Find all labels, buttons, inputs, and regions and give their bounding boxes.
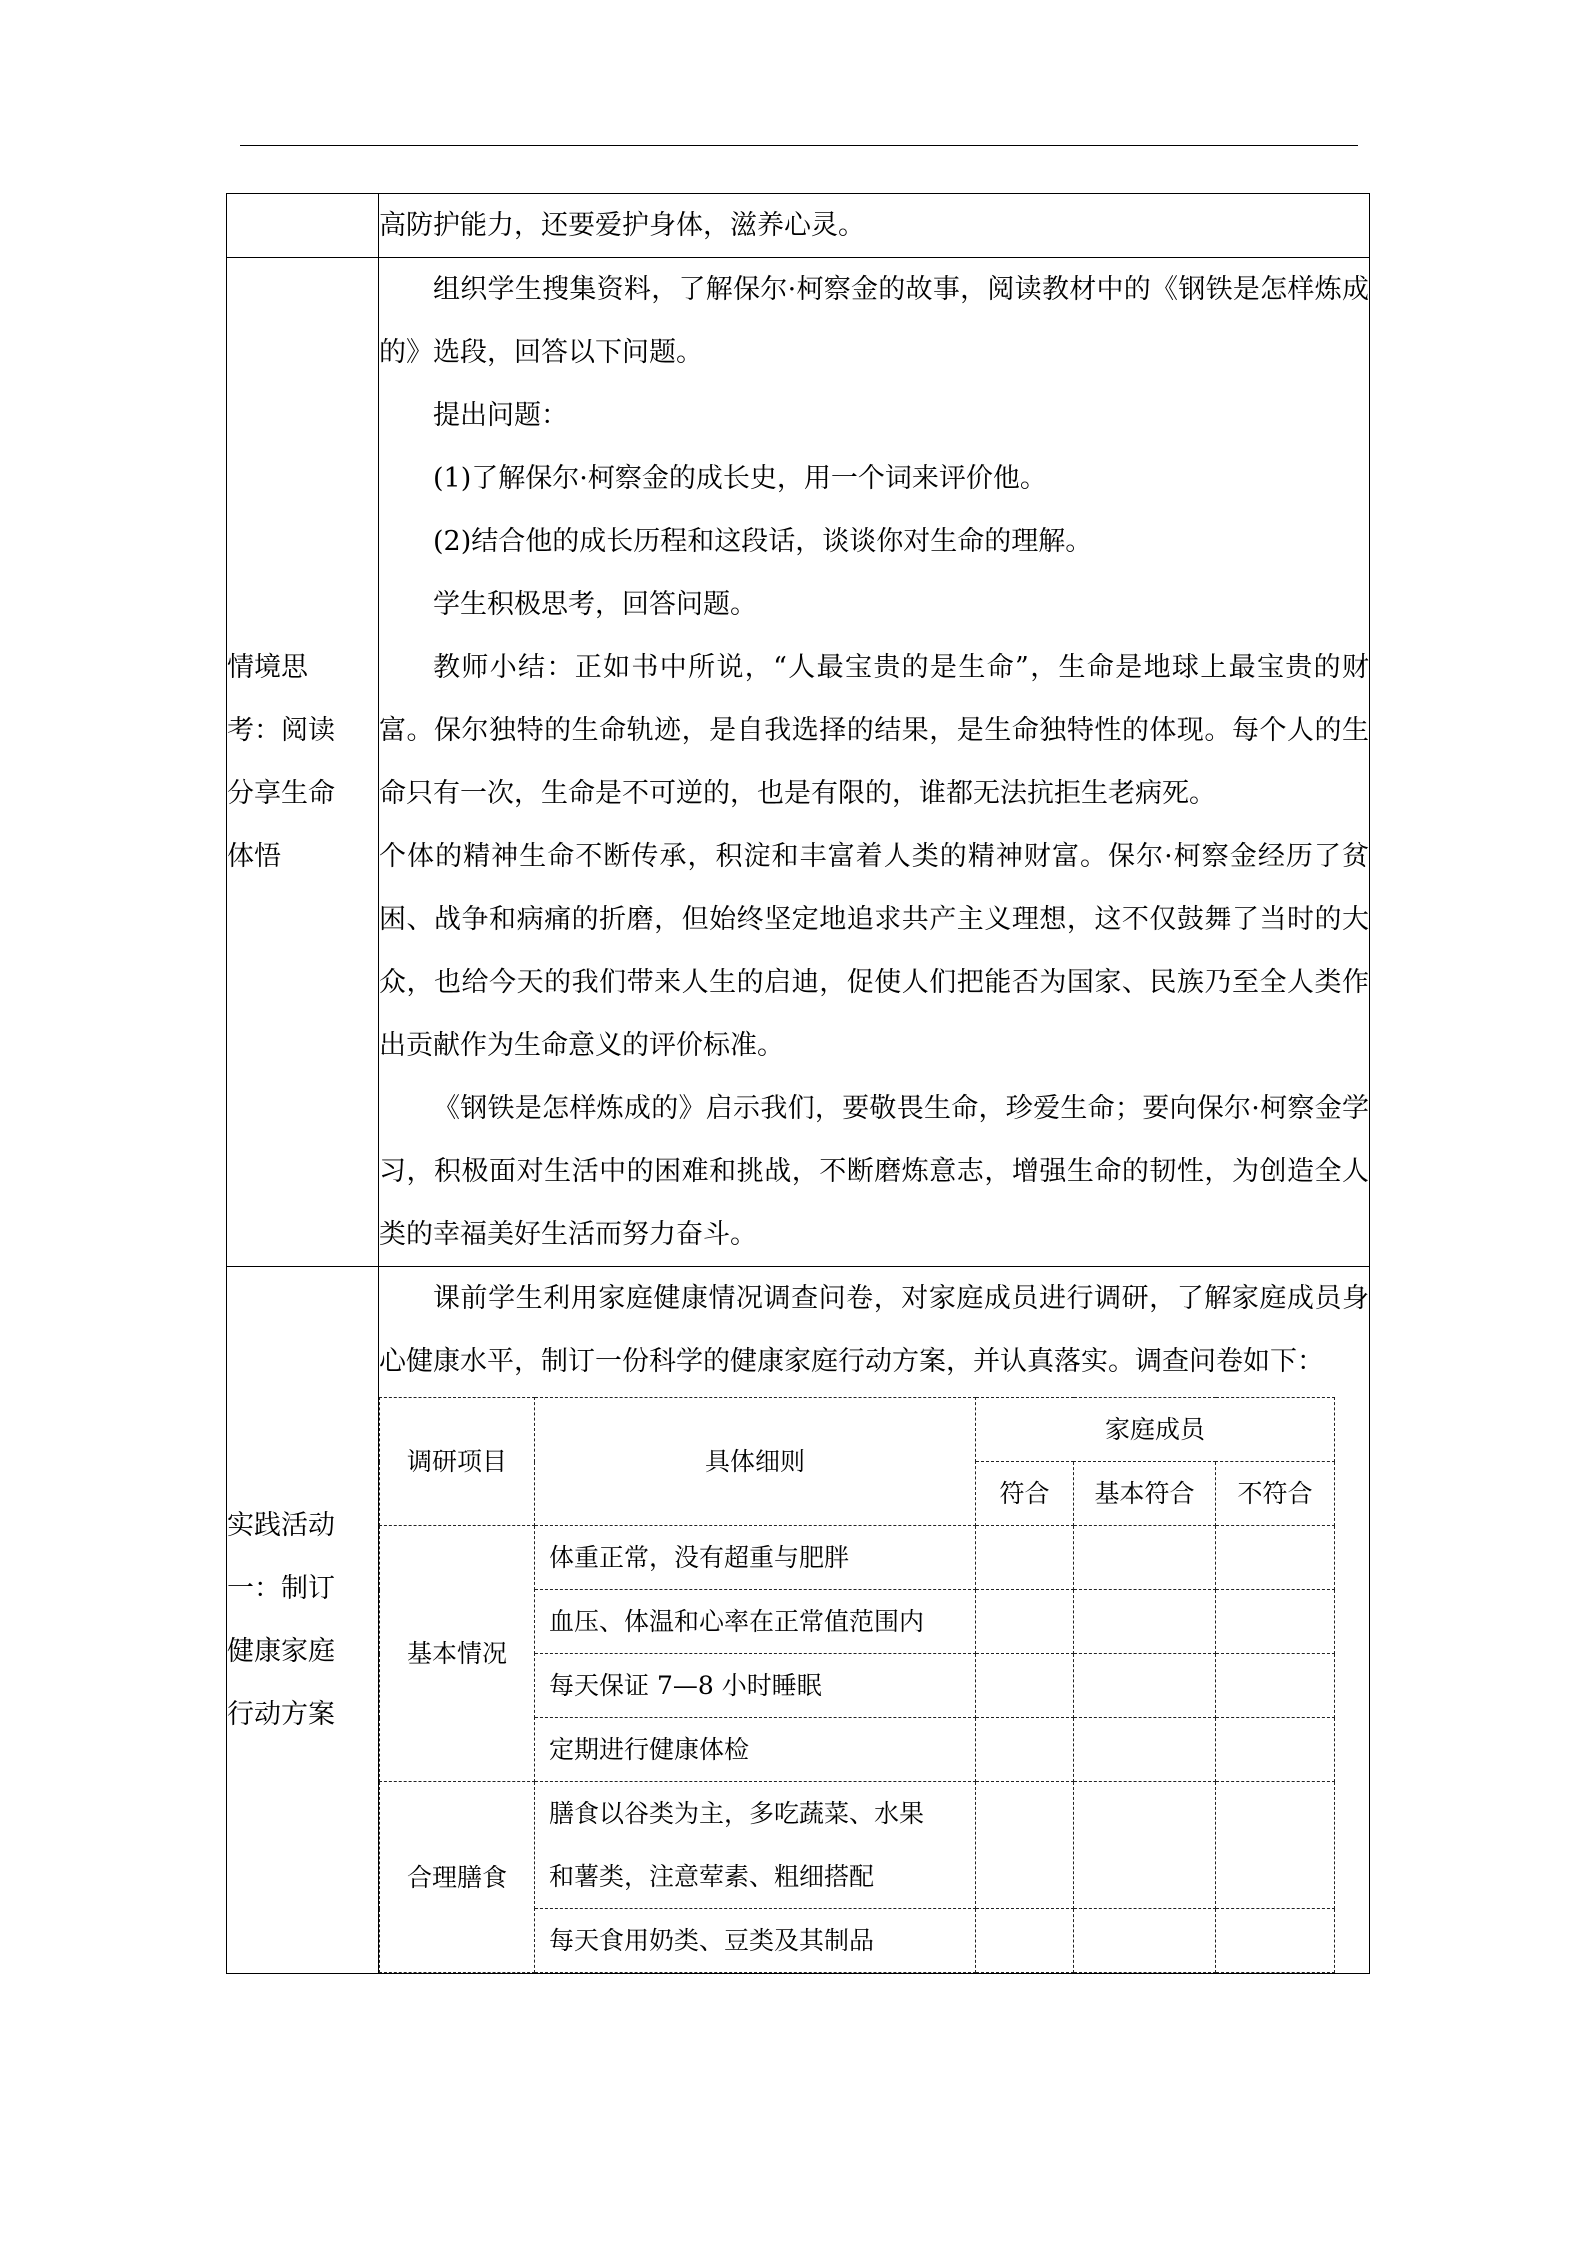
- survey-group-diet: 合理膳食: [380, 1782, 535, 1973]
- label-line: 分享生命: [227, 778, 335, 809]
- content-paragraph: 课前学生利用家庭健康情况调查问卷，对家庭成员进行调研，了解家庭成员身心健康水平，制订一份科学的健康家庭行动方案，并认真落实。调查问卷如下：: [379, 1283, 1369, 1377]
- survey-check-cell[interactable]: [1216, 1654, 1335, 1718]
- survey-col-detail: 具体细则: [535, 1398, 976, 1526]
- survey-header-row: [380, 1398, 1335, 1462]
- row-label-situation: [227, 258, 379, 1267]
- row-content: [379, 194, 1370, 258]
- survey-check-cell[interactable]: [1074, 1654, 1216, 1718]
- survey-check-cell[interactable]: [1216, 1782, 1335, 1909]
- survey-item: [535, 1782, 976, 1909]
- survey-check-cell[interactable]: [1074, 1526, 1216, 1590]
- survey-check-cell[interactable]: [1216, 1718, 1335, 1782]
- row-content: [379, 258, 1370, 1267]
- survey-check-cell[interactable]: [1074, 1590, 1216, 1654]
- survey-check-cell[interactable]: [976, 1718, 1074, 1782]
- content-paragraph: 组织学生搜集资料，了解保尔·柯察金的故事，阅读教材中的《钢铁是怎样炼成的》选段，回答以下问题。: [379, 274, 1369, 368]
- survey-group-basic: 基本情况: [380, 1526, 535, 1782]
- survey-table: [379, 1397, 1335, 1973]
- table-row: [227, 258, 1370, 1267]
- survey-check-cell[interactable]: [1074, 1718, 1216, 1782]
- survey-check-cell[interactable]: [1216, 1590, 1335, 1654]
- content-paragraph: 教师小结：正如书中所说，“人最宝贵的是生命”，生命是地球上最宝贵的财富。保尔独特的生命轨迹，是自我选择的结果，是生命独特性的体现。每个人的生命只有一次，生命是不可逆的，也是有限的，谁都无法抗拒生老病死。: [379, 652, 1369, 809]
- survey-check-cell[interactable]: [976, 1909, 1074, 1973]
- content-paragraph: 《钢铁是怎样炼成的》启示我们，要敬畏生命，珍爱生命；要向保尔·柯察金学习，积极面对生活中的困难和挑战，不断磨炼意志，增强生命的韧性，为创造全人类的幸福美好生活而努力奋斗。: [379, 1093, 1369, 1250]
- survey-check-cell[interactable]: [976, 1526, 1074, 1590]
- label-line: 考：阅读: [227, 715, 335, 746]
- row-label-empty: [227, 194, 379, 258]
- survey-item: 每天保证 7—8 小时睡眠: [535, 1654, 976, 1718]
- content-paragraph: 提出问题：: [433, 400, 568, 431]
- survey-check-cell[interactable]: [976, 1590, 1074, 1654]
- label-line: 健康家庭: [227, 1636, 335, 1667]
- survey-check-cell[interactable]: [976, 1782, 1074, 1909]
- row-content: [379, 1267, 1370, 1974]
- survey-col-match: 符合: [976, 1462, 1074, 1526]
- header-rule: [240, 145, 1358, 146]
- content-paragraph: (2)结合他的成长历程和这段话，谈谈你对生命的理解。: [433, 526, 1093, 557]
- survey-check-cell[interactable]: [1074, 1782, 1216, 1909]
- survey-item-line: 膳食以谷类为主，多吃蔬菜、水果: [549, 1799, 925, 1828]
- survey-item: 定期进行健康体检: [535, 1718, 976, 1782]
- label-line: 行动方案: [227, 1699, 335, 1730]
- survey-item: 体重正常，没有超重与肥胖: [535, 1526, 976, 1590]
- survey-check-cell[interactable]: [1074, 1909, 1216, 1973]
- survey-row: [380, 1782, 1335, 1909]
- survey-col-item: 调研项目: [380, 1398, 535, 1526]
- content-paragraph: (1)了解保尔·柯察金的成长史，用一个词来评价他。: [433, 463, 1047, 494]
- label-line: 一：制订: [227, 1573, 335, 1604]
- survey-check-cell[interactable]: [1216, 1526, 1335, 1590]
- survey-item-line: 和薯类，注意荤素、粗细搭配: [549, 1862, 875, 1891]
- label-line: 体悟: [227, 841, 281, 872]
- survey-row: [380, 1526, 1335, 1590]
- survey-item: 血压、体温和心率在正常值范围内: [535, 1590, 976, 1654]
- content-paragraph: 学生积极思考，回答问题。: [433, 589, 757, 620]
- row-label-practice: [227, 1267, 379, 1974]
- survey-col-family: 家庭成员: [976, 1398, 1335, 1462]
- table-row: [227, 1267, 1370, 1974]
- table-row: [227, 194, 1370, 258]
- label-line: 实践活动: [227, 1510, 335, 1541]
- content-paragraph: 个体的精神生命不断传承，积淀和丰富着人类的精神财富。保尔·柯察金经历了贫困、战争和病痛的折磨，但始终坚定地追求共产主义理想，这不仅鼓舞了当时的大众，也给今天的我们带来人生的启迪，促使人们把能否为国家、民族乃至全人类作出贡献作为生命意义的评价标准。: [379, 841, 1369, 1061]
- survey-item: 每天食用奶类、豆类及其制品: [535, 1909, 976, 1973]
- content-paragraph: 高防护能力，还要爱护身体，滋养心灵。: [379, 210, 865, 241]
- label-line: 情境思: [227, 652, 308, 683]
- survey-check-cell[interactable]: [1216, 1909, 1335, 1973]
- lesson-plan-table: [226, 193, 1370, 1974]
- survey-col-not: 不符合: [1216, 1462, 1335, 1526]
- survey-col-basic: 基本符合: [1074, 1462, 1216, 1526]
- survey-check-cell[interactable]: [976, 1654, 1074, 1718]
